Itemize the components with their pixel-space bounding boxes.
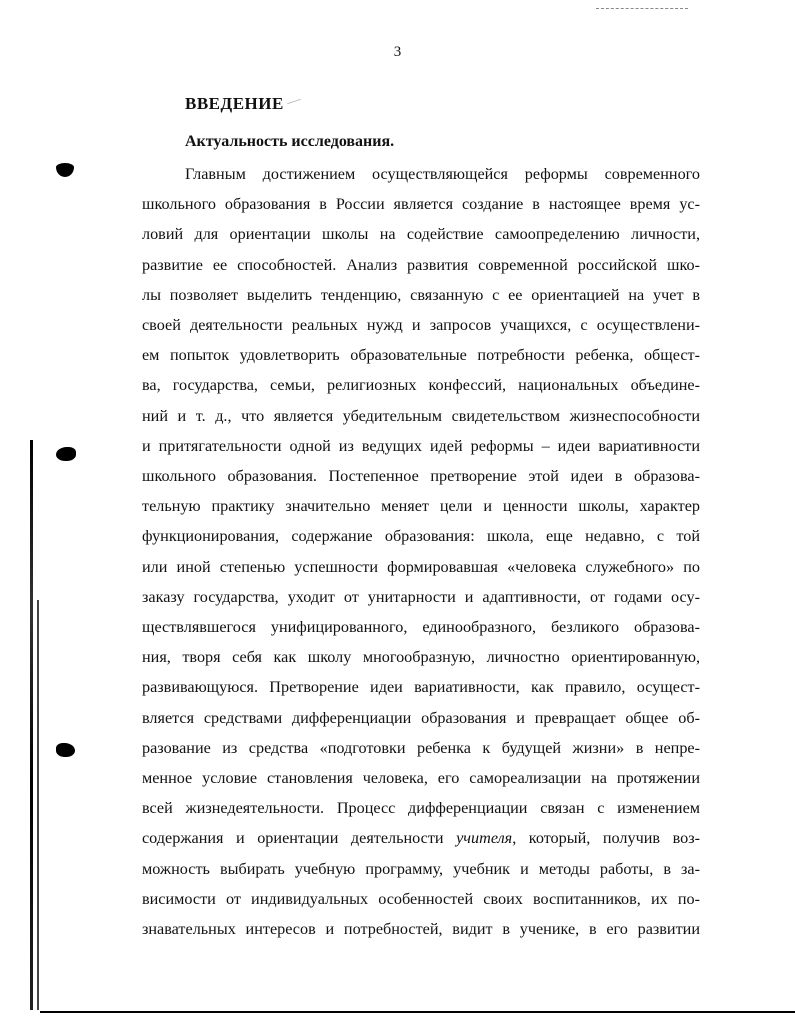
text-line: Главным достижением осуществляющейся реформы современного: [185, 165, 700, 183]
text-line: школьного образования. Постепенное претворение этой идеи в образова-: [142, 467, 700, 485]
page-bottom-edge: [40, 1011, 795, 1013]
text-line: функционирования, содержание образования: школа, еще недавно, с той: [142, 527, 700, 546]
binding-edge: [30, 440, 33, 1010]
text-line: ществлявшегося унифицированного, единообразного, безликого образова-: [142, 618, 700, 636]
text-line: развивающуюся. Претворение идеи вариативности, как правило, осущест-: [142, 678, 700, 697]
pencil-mark: [287, 99, 301, 104]
scan-artifact: [596, 8, 688, 9]
text-line: можность выбирать учебную программу, учебник и методы работы, в за-: [142, 859, 700, 878]
text-line: висимости от индивидуальных особенностей своих воспитанников, их по-: [142, 889, 700, 908]
text-line: всей жизнедеятельности. Процесс дифференциации связан с изменением: [142, 799, 700, 818]
text-line: менное условие становления человека, его самореализации на протяжении: [142, 769, 700, 787]
text-line: тельную практику значительно меняет цели и ценности школы, характер: [142, 497, 700, 516]
text-line: лы позволяет выделить тенденцию, связанную с ее ориентацией на учет в: [142, 285, 700, 304]
text-line: развитие ее способностей. Анализ развития современной российской шко-: [142, 255, 700, 274]
text-line: ва, государства, семьи, религиозных конфессий, национальных объедине-: [142, 376, 700, 395]
text-line: и притягательности одной из ведущих идей реформы – идеи вариативности: [142, 436, 700, 455]
text-line: ния, творя себя как школу многообразную, личностно ориентированную,: [142, 648, 700, 667]
text-line: [142, 828, 700, 848]
text-line: школьного образования в России является создание в настоящее время ус-: [142, 195, 700, 214]
text-line: ем попыток удовлетворить образовательные потребности ребенка, общест-: [142, 346, 700, 365]
text-run: содержания и ориентации деятельности: [142, 829, 457, 848]
text-line: ний и т. д., что является убедительным свидетельством жизнеспособности: [142, 406, 700, 425]
text-line: разование из средства «подготовки ребенка к будущей жизни» в непре-: [142, 738, 700, 757]
section-subtitle: Актуальность исследования.: [185, 133, 395, 150]
text-line: вляется средствами дифференциации образования и превращает общее об-: [142, 708, 700, 727]
page-number: 3: [393, 44, 402, 60]
text-line: своей деятельности реальных нужд и запросов учащихся, с осуществлени-: [142, 316, 700, 334]
text-line: знавательных интересов и потребностей, видит в ученике, в его развитии: [142, 920, 700, 938]
punch-hole-icon: [56, 743, 75, 757]
page-title: ВВЕДЕНИЕ: [185, 94, 284, 113]
binding-edge: [37, 600, 39, 1010]
text-line: или иной степенью успешности формировавшая «человека служебного» по: [142, 557, 700, 576]
italic-word: учителя: [456, 829, 513, 848]
text-run: , который, получив воз-: [512, 829, 700, 848]
punch-hole-icon: [56, 163, 74, 177]
punch-hole-icon: [56, 447, 76, 461]
text-line: ловий для ориентации школы на содействие самоопределению личности,: [142, 225, 700, 244]
text-line: заказу государства, уходит от унитарности и адаптивности, от годами осу-: [142, 587, 700, 606]
